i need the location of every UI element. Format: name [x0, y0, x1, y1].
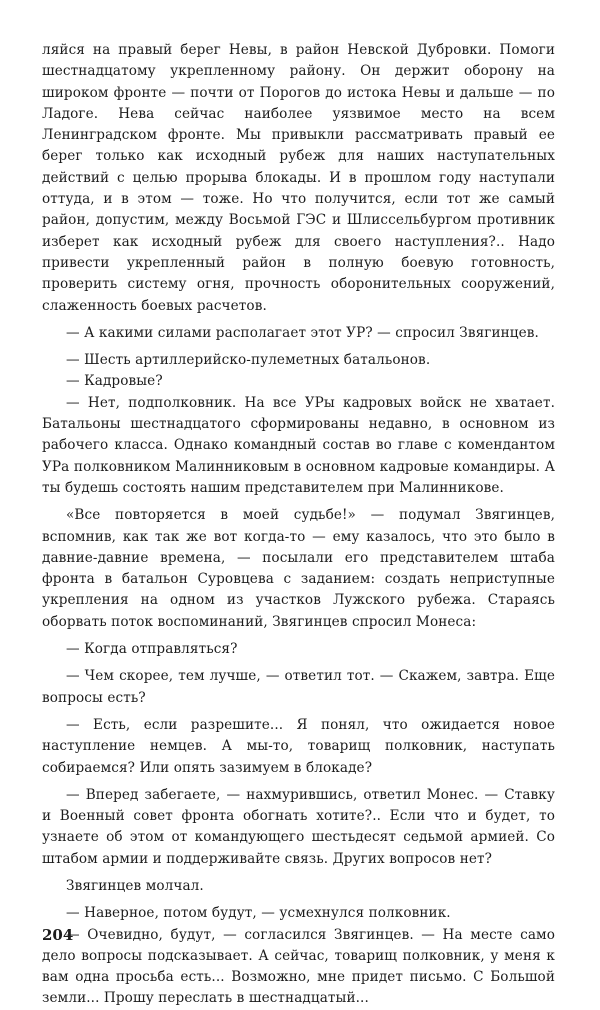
paragraph-9: — Есть, если разрешите... Я понял, что ожидается новое наступление немцев. А мы-то, товарищ полковник, наступать собираемся? Или опять зазимуем в блокаде?: [42, 716, 555, 776]
paragraph-13: — Очевидно, будут, — согласился Звягинцев. — На месте само дело вопросы подсказывает. А сейчас, товарищ полковник, у меня к вам одна просьба есть... Возможно, мне придет письмо. С Большой земли... Прошу переслать в шестнадцатый...: [42, 926, 555, 1007]
paragraph-6: «Все повторяется в моей судьбе!» — подумал Звягинцев, вспомнив, как так же вот когда-то — ему казалось, что это было в давние-давние времена, — посылали его представителем штаба фронта в батальон Суровцева с заданием: создать неприступные укрепления на одном из участков Лужского рубежа. Стараясь оборвать поток воспоминаний, Звягинцев спросил Монеса:: [42, 507, 555, 630]
paragraph-2: — А какими силами располагает этот УР? — спросил Звягинцев.: [66, 324, 539, 341]
paragraph-11: Звягинцев молчал.: [66, 877, 204, 894]
paragraph-5: — Нет, подполковник. На все УРы кадровых войск не хватает. Батальоны шестнадцатого сформированы недавно, в основном из рабочего класса. Однако командный состав во главе с комендантом УРа полковником Малинниковым в основном кадровые командиры. А ты будешь состоять нашим представителем при Малинникове.: [42, 394, 555, 496]
paragraph-8: — Чем скорее, тем лучше, — ответил тот. — Скажем, завтра. Еще вопросы есть?: [42, 668, 555, 706]
paragraph-3: — Шесть артиллерийско-пулеметных батальонов.: [66, 352, 431, 369]
paragraph-7: — Когда отправляться?: [66, 641, 238, 658]
paragraph-10: — Вперед забегаете, — нахмурившись, ответил Монес. — Ставку и Военный совет фронта обогнать хотите?.. Если что и будет, то узнаете об этом от командующего шестьдесят седьмой армией. Со штабом армии и поддерживайте связь. Других вопросов нет?: [42, 786, 555, 867]
page-number: 204: [42, 926, 74, 944]
paragraph-1: ляйся на правый берег Невы, в район Невской Дубровки. Помоги шестнадцатому укрепленному району. Он держит оборону на широком фронте — почти от Порогов до истока Невы и дальше — по Ладоге. Нева сейчас наиболее уязвимое место на всем Ленинградском фронте. Мы привыкли рассматривать правый ее берег только как исходный рубеж для наших наступательных действий с целью прорыва блокады. И в прошлом году наступали оттуда, и в этом — тоже. Но что получится, если тот же самый район, допустим, между Восьмой ГЭС и Шлиссельбургом противник изберет как исходный рубеж для своего наступления?.. Надо привести укрепленный район в полную боевую готовность, проверить систему огня, прочность оборонительных сооружений, слаженность боевых расчетов.: [42, 42, 555, 314]
paragraph-4: — Кадровые?: [66, 373, 163, 390]
paragraph-12: — Наверное, потом будут, — усмехнулся полковник.: [66, 905, 451, 922]
book-page-text: [42, 40, 555, 1007]
